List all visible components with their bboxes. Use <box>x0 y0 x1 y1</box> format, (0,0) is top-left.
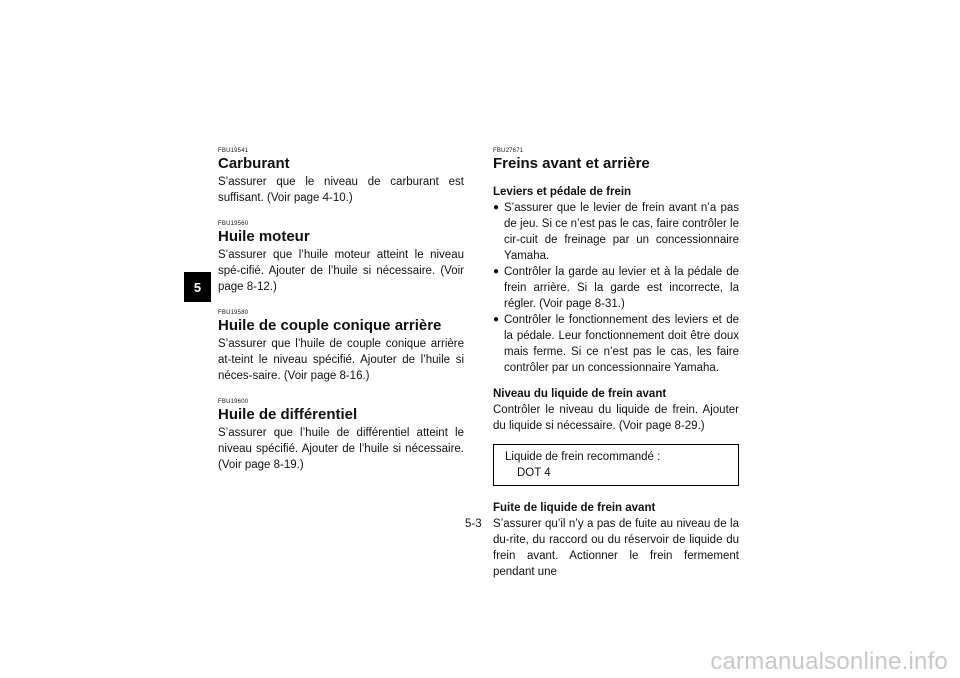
bullet-icon: ● <box>493 266 500 277</box>
subsection-text: S’assurer qu’il n’y a pas de fuite au niveau de la du-rite, du raccord ou du réservoir de liquide du frein avant. Actionner le frein fermement pendant une <box>493 518 739 578</box>
section-text: S’assurer que le niveau de carburant est suffisant. (Voir page 4-10.) <box>218 176 464 204</box>
left-column <box>218 147 464 487</box>
subsection-title-niveau: Niveau du liquide de frein avant <box>493 388 667 400</box>
page-number: 5-3 <box>465 518 482 530</box>
bullet-icon: ● <box>493 202 500 213</box>
chapter-tab: 5 <box>184 272 211 302</box>
subsection-title-leviers: Leviers et pédale de frein <box>493 186 632 198</box>
section-title: Huile moteur <box>218 228 310 245</box>
subsection-text: Contrôler le niveau du liquide de frein. Ajouter du liquide si nécessaire. (Voir page 8-29.) <box>493 404 739 432</box>
right-column <box>493 147 739 580</box>
section-title: Freins avant et arrière <box>493 155 650 172</box>
section-code: FBU19541 <box>218 148 249 154</box>
section-text: S’assurer que l’huile moteur atteint le niveau spé-cifié. Ajouter de l’huile si nécessaire. (Voir page 8-12.) <box>218 249 464 293</box>
watermark: carmanualsonline.info <box>710 648 948 675</box>
section-code: FBU19560 <box>218 221 249 227</box>
section-carburant <box>218 147 464 206</box>
subsection-title-fuite: Fuite de liquide de frein avant <box>493 502 656 514</box>
section-code: FBU19580 <box>218 310 249 316</box>
spec-box <box>493 444 739 486</box>
section-title: Huile de couple conique arrière <box>218 317 442 334</box>
list-item <box>493 200 739 264</box>
section-text: S’assurer que l’huile de différentiel atteint le niveau spécifié. Ajouter de l’huile si nécessaire. (Voir page 8-19.) <box>218 427 464 471</box>
section-title: Huile de différentiel <box>218 406 358 423</box>
bullet-icon: ● <box>493 314 500 325</box>
section-huile-couple-conique <box>218 309 464 384</box>
section-code: FBU19600 <box>218 399 249 405</box>
spec-label: Liquide de frein recommandé : <box>505 451 661 463</box>
list-item <box>493 264 739 312</box>
section-title: Carburant <box>218 155 290 172</box>
section-text: S’assurer que l’huile de couple conique arrière at-teint le niveau spécifié. Ajouter de l’huile si néces-saire. (Voir page 8-16.) <box>218 338 464 382</box>
list-item-text: Contrôler la garde au levier et à la pédale de frein arrière. Si la garde est incorrecte, la régler. (Voir page 8-31.) <box>504 266 739 310</box>
list-item-text: Contrôler le fonctionnement des leviers et de la pédale. Leur fonctionnement doit être doux mais ferme. Si ce n’est pas le cas, les faire contrôler par un concessionnaire Yamaha. <box>504 314 739 374</box>
section-code: FBU27671 <box>493 148 524 154</box>
bullet-list <box>493 200 739 376</box>
section-huile-moteur <box>218 220 464 295</box>
spec-value: DOT 4 <box>517 467 551 479</box>
section-huile-differentiel <box>218 398 464 473</box>
list-item <box>493 312 739 376</box>
list-item-text: S’assurer que le levier de frein avant n’a pas de jeu. Si ce n’est pas le cas, faire contrôler le cir-cuit de freinage par un concessionnaire Yamaha. <box>504 202 739 262</box>
